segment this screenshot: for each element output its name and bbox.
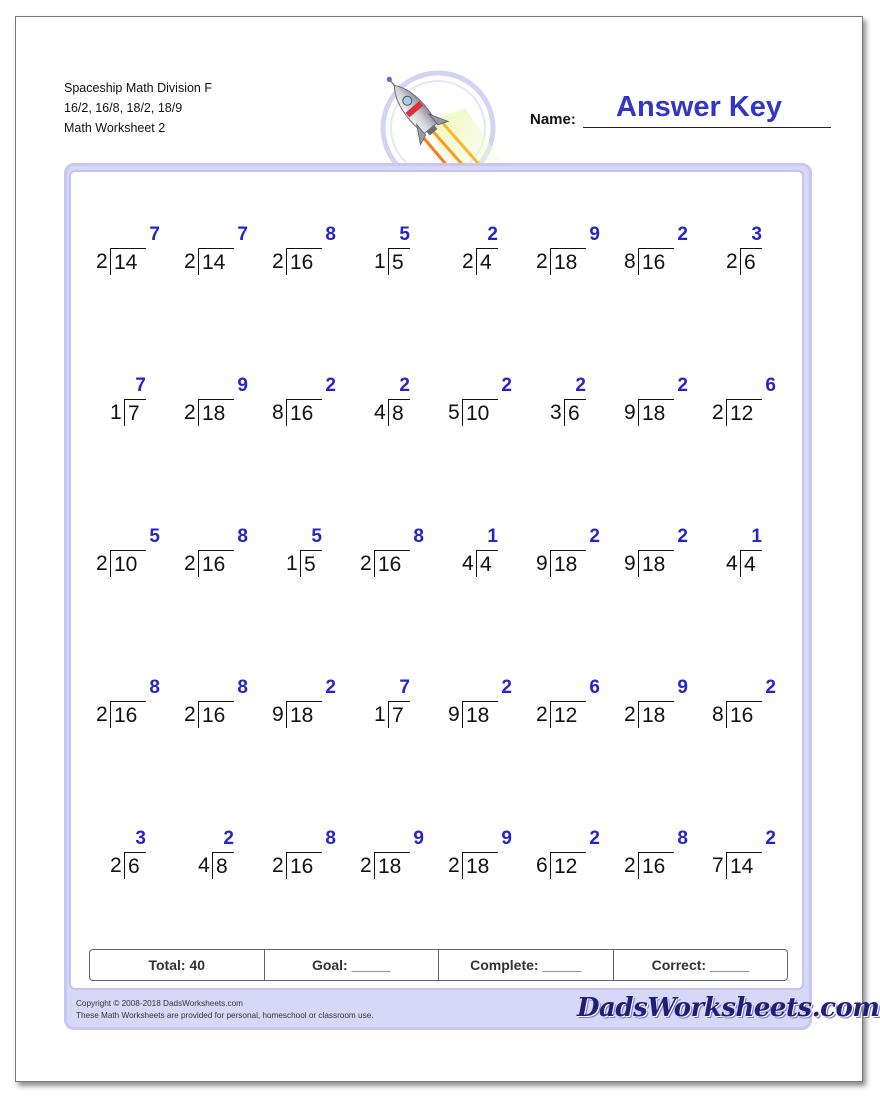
division-problem — [88, 828, 172, 884]
quotient-answer: 2 — [575, 375, 586, 396]
answer-key-label: Answer Key — [616, 91, 783, 123]
divisor: 2 — [448, 854, 460, 877]
divisor: 9 — [624, 552, 636, 575]
dividend: 7 — [388, 701, 410, 728]
dividend: 16 — [198, 701, 234, 728]
quotient-answer: 8 — [325, 224, 336, 245]
division-problem — [264, 224, 348, 280]
division-problem — [704, 828, 788, 884]
name-label: Name: — [530, 111, 576, 128]
quotient-answer: 7 — [399, 677, 410, 698]
division-problem — [264, 375, 348, 431]
quotient-answer: 9 — [413, 828, 424, 849]
divisor: 2 — [712, 401, 724, 424]
dividend: 16 — [374, 550, 410, 577]
dividend: 18 — [462, 701, 498, 728]
quotient-answer: 2 — [501, 677, 512, 698]
quotient-answer: 5 — [399, 224, 410, 245]
divisor: 4 — [462, 552, 474, 575]
divisor: 8 — [624, 250, 636, 273]
dividend: 12 — [726, 399, 762, 426]
divisor: 2 — [360, 854, 372, 877]
divisor: 2 — [96, 552, 108, 575]
divisor: 8 — [272, 401, 284, 424]
correct-cell[interactable]: Correct: _____ — [651, 957, 749, 973]
divisor: 4 — [374, 401, 386, 424]
dividend: 6 — [564, 399, 586, 426]
dividend: 18 — [638, 550, 674, 577]
worksheet-facts: 16/2, 16/8, 18/2, 18/9 — [64, 101, 183, 115]
division-problem — [352, 828, 436, 884]
site-logo: DadsWorksheets.com — [577, 993, 880, 1023]
quotient-answer: 9 — [501, 828, 512, 849]
divisor: 2 — [536, 703, 548, 726]
division-problem — [176, 224, 260, 280]
quotient-answer: 6 — [589, 677, 600, 698]
divisor: 9 — [272, 703, 284, 726]
dividend: 8 — [388, 399, 410, 426]
dividend: 18 — [374, 852, 410, 879]
division-problem — [352, 677, 436, 733]
quotient-answer: 2 — [589, 828, 600, 849]
division-problem — [352, 224, 436, 280]
quotient-answer: 5 — [311, 526, 322, 547]
quotient-answer: 8 — [237, 526, 248, 547]
quotient-answer: 3 — [135, 828, 146, 849]
dividend: 8 — [212, 852, 234, 879]
divisor: 4 — [198, 854, 210, 877]
divisor: 2 — [272, 250, 284, 273]
divisor: 2 — [96, 250, 108, 273]
dividend: 4 — [740, 550, 762, 577]
quotient-answer: 7 — [149, 224, 160, 245]
divisor: 4 — [726, 552, 738, 575]
division-problem — [440, 375, 524, 431]
dividend: 18 — [198, 399, 234, 426]
division-problem — [616, 677, 700, 733]
divisor: 9 — [624, 401, 636, 424]
quotient-answer: 6 — [765, 375, 776, 396]
copyright-text: Copyright © 2008-2018 DadsWorksheets.com — [76, 999, 243, 1008]
quotient-answer: 2 — [399, 375, 410, 396]
division-problem — [528, 828, 612, 884]
dividend: 12 — [550, 852, 586, 879]
quotient-answer: 2 — [223, 828, 234, 849]
division-problem — [88, 526, 172, 582]
quotient-answer: 9 — [237, 375, 248, 396]
quotient-answer: 2 — [677, 224, 688, 245]
divisor: 2 — [624, 703, 636, 726]
division-problem — [704, 526, 788, 582]
division-problem — [704, 224, 788, 280]
dividend: 5 — [300, 550, 322, 577]
worksheet-title: Spaceship Math Division F — [64, 81, 212, 95]
quotient-answer: 9 — [677, 677, 688, 698]
dividend: 10 — [462, 399, 498, 426]
dividend: 14 — [726, 852, 762, 879]
worksheet-subtitle: Math Worksheet 2 — [64, 121, 166, 135]
dividend: 5 — [388, 248, 410, 275]
dividend: 16 — [110, 701, 146, 728]
division-problem — [616, 828, 700, 884]
divisor: 2 — [360, 552, 372, 575]
division-problem — [616, 224, 700, 280]
quotient-answer: 5 — [149, 526, 160, 547]
quotient-answer: 8 — [149, 677, 160, 698]
goal-cell[interactable]: Goal: _____ — [265, 950, 440, 980]
divisor: 2 — [110, 854, 122, 877]
dividend: 16 — [726, 701, 762, 728]
divisor: 2 — [462, 250, 474, 273]
dividend: 16 — [286, 248, 322, 275]
quotient-answer: 8 — [237, 677, 248, 698]
dividend: 4 — [476, 248, 498, 275]
dividend: 12 — [550, 701, 586, 728]
quotient-answer: 2 — [765, 828, 776, 849]
divisor: 2 — [624, 854, 636, 877]
dividend: 6 — [124, 852, 146, 879]
quotient-answer: 1 — [487, 526, 498, 547]
dividend: 18 — [286, 701, 322, 728]
dividend: 18 — [638, 399, 674, 426]
quotient-answer: 8 — [677, 828, 688, 849]
division-problem — [176, 375, 260, 431]
division-problem — [528, 526, 612, 582]
quotient-answer: 8 — [413, 526, 424, 547]
dividend: 10 — [110, 550, 146, 577]
divisor: 2 — [536, 250, 548, 273]
divisor: 2 — [184, 250, 196, 273]
division-problem — [440, 828, 524, 884]
divisor: 1 — [374, 703, 386, 726]
dividend: 16 — [198, 550, 234, 577]
total-cell: Total: 40 — [90, 950, 265, 980]
dividend: 16 — [638, 852, 674, 879]
division-problem — [88, 375, 172, 431]
score-summary — [89, 949, 788, 981]
division-problem — [440, 224, 524, 280]
copyright-notice — [76, 998, 373, 1022]
dividend: 16 — [286, 852, 322, 879]
quotient-answer: 2 — [325, 375, 336, 396]
quotient-answer: 7 — [135, 375, 146, 396]
division-problem — [704, 677, 788, 733]
division-problem — [264, 828, 348, 884]
usage-text: These Math Worksheets are provided for personal, homeschool or classroom use. — [76, 1011, 374, 1020]
dividend: 16 — [638, 248, 674, 275]
dividend: 16 — [286, 399, 322, 426]
divisor: 2 — [184, 401, 196, 424]
complete-cell[interactable]: Complete: _____ — [439, 950, 614, 980]
division-problem — [528, 224, 612, 280]
dividend: 6 — [740, 248, 762, 275]
division-problem — [616, 375, 700, 431]
division-problem — [176, 828, 260, 884]
divisor: 2 — [96, 703, 108, 726]
division-problem — [352, 526, 436, 582]
division-problem — [704, 375, 788, 431]
quotient-answer: 3 — [751, 224, 762, 245]
divisor: 9 — [448, 703, 460, 726]
quotient-answer: 7 — [237, 224, 248, 245]
divisor: 9 — [536, 552, 548, 575]
division-problem — [88, 677, 172, 733]
dividend: 7 — [124, 399, 146, 426]
quotient-answer: 9 — [589, 224, 600, 245]
dividend: 18 — [638, 701, 674, 728]
quotient-answer: 2 — [501, 375, 512, 396]
quotient-answer: 2 — [765, 677, 776, 698]
quotient-answer: 2 — [325, 677, 336, 698]
divisor: 6 — [536, 854, 548, 877]
dividend: 18 — [550, 550, 586, 577]
division-problem — [352, 375, 436, 431]
dividend: 4 — [476, 550, 498, 577]
division-problem — [616, 526, 700, 582]
quotient-answer: 2 — [677, 526, 688, 547]
division-problem — [176, 526, 260, 582]
quotient-answer: 1 — [751, 526, 762, 547]
divisor: 2 — [272, 854, 284, 877]
division-problem — [440, 526, 524, 582]
division-problem — [264, 526, 348, 582]
divisor: 1 — [374, 250, 386, 273]
division-problem — [528, 677, 612, 733]
division-problem — [440, 677, 524, 733]
divisor: 5 — [448, 401, 460, 424]
quotient-answer: 2 — [589, 526, 600, 547]
divisor: 1 — [286, 552, 298, 575]
quotient-answer: 2 — [487, 224, 498, 245]
dividend: 14 — [198, 248, 234, 275]
divisor: 2 — [184, 703, 196, 726]
quotient-answer: 2 — [677, 375, 688, 396]
dividend: 18 — [462, 852, 498, 879]
divisor: 8 — [712, 703, 724, 726]
divisor: 2 — [184, 552, 196, 575]
division-problem — [528, 375, 612, 431]
divisor: 2 — [726, 250, 738, 273]
divisor: 3 — [550, 401, 562, 424]
dividend: 18 — [550, 248, 586, 275]
division-problem — [264, 677, 348, 733]
divisor: 7 — [712, 854, 724, 877]
division-problem — [176, 677, 260, 733]
divisor: 1 — [110, 401, 122, 424]
quotient-answer: 8 — [325, 828, 336, 849]
division-problem — [88, 224, 172, 280]
dividend: 14 — [110, 248, 146, 275]
